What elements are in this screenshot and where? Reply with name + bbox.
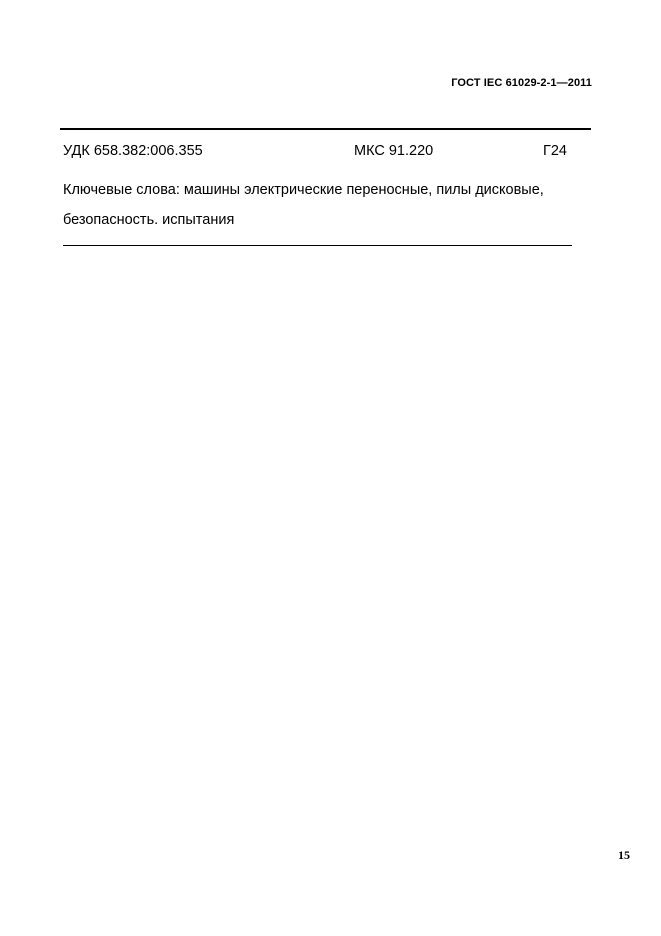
- standard-code: ГОСТ IEC 61029-2-1—2011: [451, 77, 592, 89]
- okstu-code: Г24: [543, 143, 567, 159]
- keywords-line-1: Ключевые слова: машины электрические переносные, пилы дисковые,: [63, 182, 544, 198]
- mks-code: МКС 91.220: [354, 143, 434, 159]
- udk-code: УДК 658.382:006.355: [63, 143, 203, 159]
- top-divider: [60, 128, 591, 130]
- keywords-line-2: безопасность. испытания: [63, 212, 235, 228]
- page-number: 15: [618, 848, 630, 862]
- classification-row: [63, 143, 571, 161]
- bottom-divider: [63, 245, 572, 246]
- keywords-block: [63, 175, 583, 235]
